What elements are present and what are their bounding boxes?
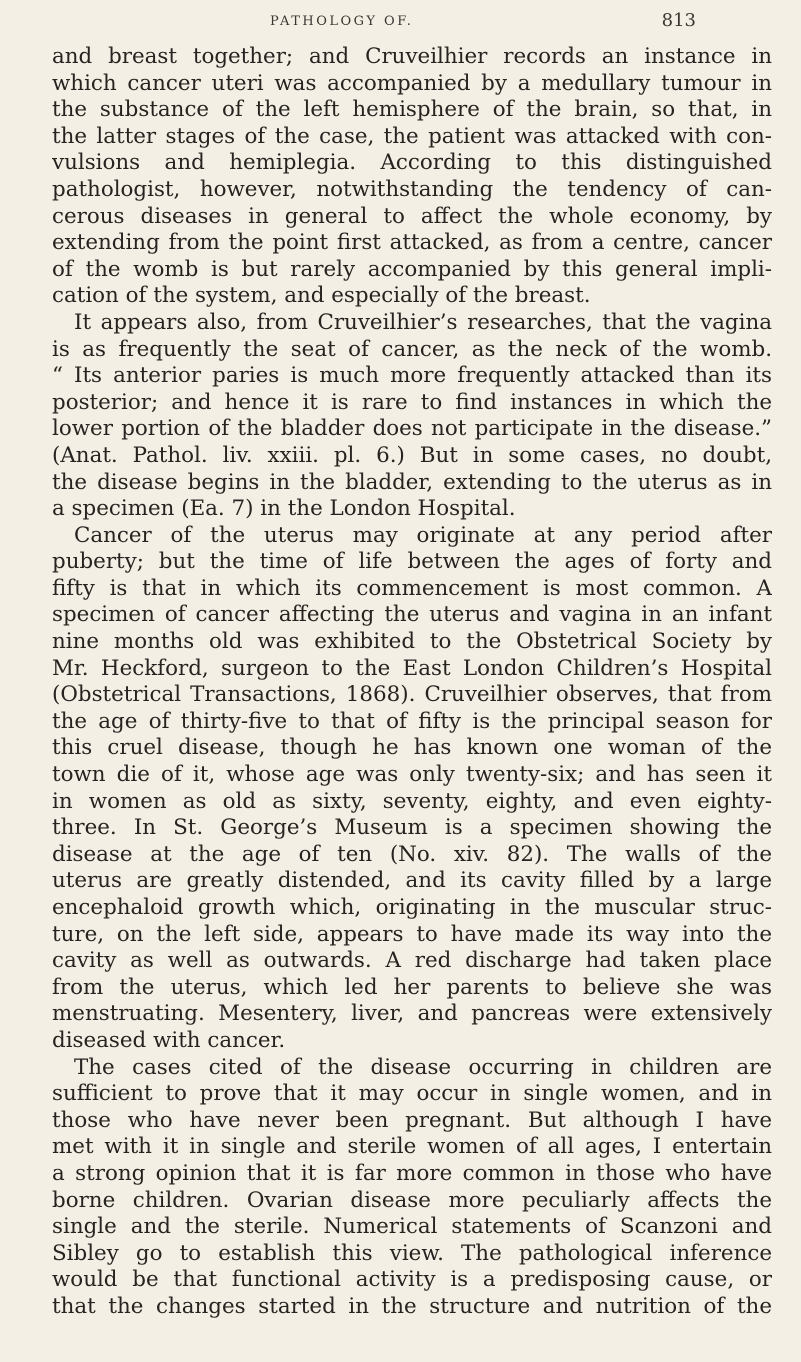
paragraph — [52, 310, 772, 523]
text-line: “ Its anterior paries is much more frequently attacked than its — [52, 363, 772, 389]
text-line: those who have never been pregnant. But although I have — [52, 1107, 772, 1133]
page-number: 813 — [661, 10, 696, 31]
text-line: pathologist, however, notwithstanding the tendency of can- — [52, 176, 772, 202]
text-line: diseased with cancer. — [52, 1027, 286, 1053]
text-line: disease at the age of ten (No. xiv. 82). The walls of the — [52, 841, 772, 867]
text-line: (Anat. Pathol. liv. xxiii. pl. 6.) But in some cases, no doubt, — [52, 442, 772, 468]
text-line: extending from the point first attacked, as from a centre, cancer — [52, 230, 772, 256]
text-line: town die of it, whose age was only twenty-six; and has seen it — [52, 762, 772, 788]
text-line: (Obstetrical Transactions, 1868). Cruveilhier observes, that from — [52, 682, 772, 708]
text-line: would be that functional activity is a predisposing cause, or — [52, 1267, 772, 1293]
paragraph — [52, 1055, 772, 1321]
text-line: which cancer uteri was accompanied by a medullary tumour in — [52, 70, 772, 96]
text-line: borne children. Ovarian disease more peculiarly affects the — [52, 1187, 772, 1213]
text-line: is as frequently the seat of cancer, as the neck of the womb. — [52, 336, 772, 362]
text-line: single and the sterile. Numerical statements of Scanzoni and — [52, 1214, 772, 1240]
text-line: vulsions and hemiplegia. According to this distinguished — [52, 150, 772, 176]
text-line: the disease begins in the bladder, extending to the uterus as in — [52, 469, 772, 495]
text-line: Cancer of the uterus may originate at any period after — [74, 522, 772, 548]
text-line: menstruating. Mesentery, liver, and pancreas were extensively — [52, 1001, 772, 1027]
text-line: cation of the system, and especially of the breast. — [52, 283, 591, 309]
text-line: cavity as well as outwards. A red discharge had taken place — [52, 948, 772, 974]
text-line: puberty; but the time of life between the ages of forty and — [52, 549, 772, 575]
text-line: in women as old as sixty, seventy, eighty, and even eighty- — [52, 788, 772, 814]
text-line: encephaloid growth which, originating in the muscular struc- — [52, 895, 772, 920]
text-line: three. In St. George’s Museum is a specimen showing the — [52, 815, 772, 841]
text-line: It appears also, from Cruveilhier’s researches, that the vagina — [74, 309, 772, 335]
text-line: lower portion of the bladder does not participate in the disease.” — [52, 416, 772, 442]
running-head — [140, 8, 700, 38]
text-line: specimen of cancer affecting the uterus and vagina in an infant — [52, 602, 772, 628]
text-line: this cruel disease, though he has known one woman of the — [52, 735, 772, 761]
text-line: uterus are greatly distended, and its cavity filled by a large — [52, 868, 772, 894]
text-line: that the changes started in the structure and nutrition of the — [52, 1293, 772, 1319]
text-line: the age of thirty-five to that of fifty is the principal season for — [52, 708, 772, 734]
text-line: cerous diseases in general to affect the whole economy, by — [52, 203, 772, 229]
text-line: met with it in single and sterile women of all ages, I entertain — [52, 1134, 772, 1160]
text-line: and breast together; and Cruveilhier records an instance in — [52, 44, 772, 69]
text-line: a strong opinion that it is far more common in those who have — [52, 1160, 772, 1186]
text-line: Mr. Heckford, surgeon to the East London Children’s Hospital — [52, 655, 772, 681]
text-line: the substance of the left hemisphere of the brain, so that, in — [52, 97, 772, 123]
text-line: the latter stages of the case, the patient was attacked with con- — [52, 123, 772, 149]
body-text — [52, 44, 772, 1321]
text-line: ture, on the left side, appears to have made its way into the — [52, 921, 772, 947]
paragraph — [52, 44, 772, 310]
text-line: a specimen (Ea. 7) in the London Hospital. — [52, 496, 516, 522]
text-line: from the uterus, which led her parents to believe she was — [52, 974, 772, 1000]
text-line: posterior; and hence it is rare to find instances in which the — [52, 389, 772, 415]
text-line: The cases cited of the disease occurring in children are — [74, 1054, 772, 1080]
text-line: nine months old was exhibited to the Obstetrical Society by — [52, 629, 772, 655]
text-line: Sibley go to establish this view. The pathological inference — [52, 1240, 772, 1266]
running-title: PATHOLOGY OF. — [270, 14, 414, 29]
text-line: sufficient to prove that it may occur in single women, and in — [52, 1081, 772, 1107]
paragraph — [52, 523, 772, 1055]
text-line: of the womb is but rarely accompanied by this general impli- — [52, 256, 772, 282]
text-line: fifty is that in which its commencement is most common. A — [52, 575, 772, 601]
